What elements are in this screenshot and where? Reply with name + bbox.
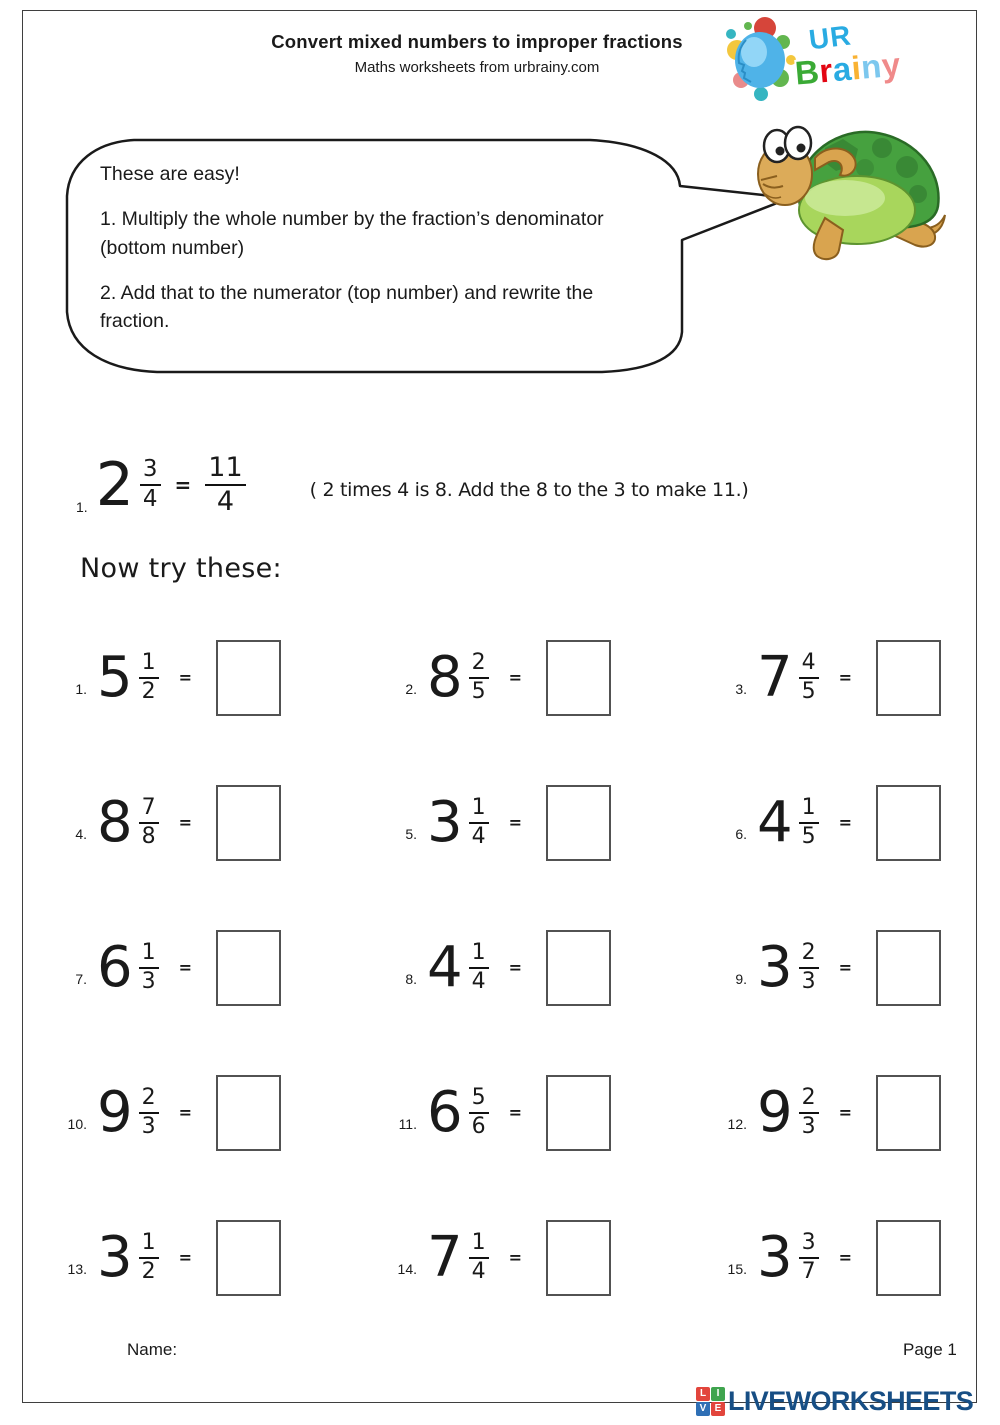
answer-box[interactable]	[876, 1075, 941, 1151]
example-numerator: 3	[140, 457, 161, 486]
problem-number: 14.	[397, 1260, 417, 1277]
answer-box[interactable]	[216, 1075, 281, 1151]
problem-number: 10.	[67, 1115, 87, 1132]
equals-sign: =	[838, 668, 853, 687]
urbrainy-logo	[723, 16, 938, 111]
equals-sign: =	[508, 668, 523, 687]
problem-number: 4.	[75, 825, 87, 842]
answer-box[interactable]	[546, 1075, 611, 1151]
denominator: 3	[801, 1113, 816, 1139]
answer-box[interactable]	[216, 1220, 281, 1296]
urbrainy-head-icon	[723, 16, 801, 104]
equals-sign: =	[178, 958, 193, 977]
denominator: 8	[141, 823, 156, 849]
problem-14	[393, 1185, 723, 1330]
problem-number: 9.	[735, 970, 747, 987]
worksheet-title: Convert mixed numbers to improper fractions	[271, 31, 683, 52]
numerator: 1	[469, 1231, 489, 1259]
fraction	[469, 796, 489, 849]
fraction	[139, 651, 159, 704]
logo-letter: r	[817, 51, 835, 90]
logo-square: L	[696, 1387, 710, 1401]
fraction	[799, 1231, 819, 1284]
problem-6	[723, 750, 1000, 895]
answer-box[interactable]	[216, 640, 281, 716]
equals-sign: =	[508, 1103, 523, 1122]
problem-13	[63, 1185, 393, 1330]
example-problem	[76, 445, 748, 525]
problem-11	[393, 1040, 723, 1185]
bubble-step-2: 2. Add that to the numerator (top number) and rewrite the fraction.	[100, 281, 594, 333]
equals-sign: =	[508, 813, 523, 832]
whole-number: 9	[757, 1079, 793, 1145]
numerator: 7	[139, 796, 159, 824]
fraction	[799, 941, 819, 994]
example-fraction	[140, 457, 161, 513]
example-result-numerator: 11	[205, 453, 245, 486]
denominator: 4	[471, 1258, 486, 1284]
whole-number: 3	[427, 789, 463, 855]
denominator: 5	[801, 678, 816, 704]
equals-sign: =	[838, 813, 853, 832]
logo-letter: a	[831, 49, 854, 89]
fraction	[799, 1086, 819, 1139]
numerator: 2	[799, 1086, 819, 1114]
fraction	[139, 1231, 159, 1284]
problem-number: 8.	[405, 970, 417, 987]
logo-letter: B	[793, 52, 822, 92]
whole-number: 7	[757, 644, 793, 710]
name-field-label: Name:	[127, 1340, 178, 1359]
problem-number: 15.	[727, 1260, 747, 1277]
urbrainy-logo-text-brainy	[794, 45, 903, 92]
fraction	[799, 796, 819, 849]
problem-7	[63, 895, 393, 1040]
numerator: 5	[469, 1086, 489, 1114]
equals-sign: =	[838, 958, 853, 977]
whole-number: 4	[757, 789, 793, 855]
numerator: 3	[799, 1231, 819, 1259]
denominator: 5	[801, 823, 816, 849]
whole-number: 3	[757, 934, 793, 1000]
equals-sign: =	[508, 1248, 523, 1267]
fraction	[139, 941, 159, 994]
liveworksheets-logo-text: LIVEWORKSHEETS	[728, 1386, 974, 1416]
denominator: 4	[471, 968, 486, 994]
numerator: 1	[139, 651, 159, 679]
numerator: 2	[799, 941, 819, 969]
whole-number: 7	[427, 1224, 463, 1290]
whole-number: 5	[97, 644, 133, 710]
denominator: 4	[471, 823, 486, 849]
liveworksheets-logo	[696, 1386, 973, 1417]
answer-box[interactable]	[876, 930, 941, 1006]
equals-sign: =	[178, 813, 193, 832]
example-whole-number: 2	[95, 450, 134, 520]
logo-letter: y	[880, 45, 903, 84]
bubble-step-1: 1. Multiply the whole number by the fraction’s denominator (bottom number)	[100, 208, 604, 259]
equals-sign: =	[178, 1103, 193, 1122]
problem-15	[723, 1185, 1000, 1330]
equals-sign: =	[838, 1248, 853, 1267]
logo-letter: i	[849, 48, 863, 87]
problem-number: 5.	[405, 825, 417, 842]
fraction	[139, 1086, 159, 1139]
whole-number: 6	[427, 1079, 463, 1145]
whole-number: 8	[427, 644, 463, 710]
denominator: 3	[141, 1113, 156, 1139]
problem-number: 11.	[398, 1115, 417, 1132]
answer-box[interactable]	[216, 930, 281, 1006]
denominator: 7	[801, 1258, 816, 1284]
denominator: 2	[141, 1258, 156, 1284]
numerator: 1	[139, 941, 159, 969]
example-denominator: 4	[142, 486, 158, 512]
denominator: 2	[141, 678, 156, 704]
problem-number: 2.	[405, 680, 417, 697]
answer-box[interactable]	[546, 785, 611, 861]
fraction	[799, 651, 819, 704]
answer-box[interactable]	[876, 785, 941, 861]
fraction	[469, 1086, 489, 1139]
answer-box[interactable]	[546, 930, 611, 1006]
numerator: 4	[799, 651, 819, 679]
page-number: Page 1	[903, 1340, 957, 1359]
problem-number: 6.	[735, 825, 747, 842]
fraction	[469, 651, 489, 704]
denominator: 5	[471, 678, 486, 704]
denominator: 3	[141, 968, 156, 994]
problem-number: 12.	[727, 1115, 747, 1132]
problem-3	[723, 605, 1000, 750]
whole-number: 3	[97, 1224, 133, 1290]
turtle-illustration	[745, 118, 952, 275]
problem-number: 7.	[75, 970, 87, 987]
problem-4	[63, 750, 393, 895]
whole-number: 4	[427, 934, 463, 1000]
answer-box[interactable]	[546, 1220, 611, 1296]
equals-sign: =	[508, 958, 523, 977]
numerator: 2	[469, 651, 489, 679]
problem-10	[63, 1040, 393, 1185]
example-result-fraction	[205, 453, 245, 517]
whole-number: 9	[97, 1079, 133, 1145]
logo-letter: n	[859, 47, 884, 86]
equals-sign: =	[178, 668, 193, 687]
urbrainy-logo-text-ur: UR	[807, 19, 854, 56]
equals-sign: =	[174, 473, 192, 497]
problems-grid	[63, 605, 1000, 1330]
problem-1	[63, 605, 393, 750]
answer-box[interactable]	[216, 785, 281, 861]
numerator: 1	[139, 1231, 159, 1259]
numerator: 1	[469, 796, 489, 824]
problem-2	[393, 605, 723, 750]
problem-number: 1.	[75, 680, 87, 697]
logo-square: E	[711, 1402, 725, 1416]
prompt-text: Now try these:	[80, 553, 282, 584]
worksheet-subtitle: Maths worksheets from urbrainy.com	[354, 59, 600, 76]
speech-bubble-text	[100, 160, 610, 352]
problem-12	[723, 1040, 1000, 1185]
problem-number: 3.	[735, 680, 747, 697]
answer-box[interactable]	[546, 640, 611, 716]
numerator: 1	[469, 941, 489, 969]
logo-square: I	[711, 1387, 725, 1401]
logo-square: V	[696, 1402, 710, 1416]
whole-number: 8	[97, 789, 133, 855]
numerator: 1	[799, 796, 819, 824]
fraction	[469, 1231, 489, 1284]
problem-5	[393, 750, 723, 895]
equals-sign: =	[178, 1248, 193, 1267]
problem-number: 13.	[67, 1260, 87, 1277]
whole-number: 3	[757, 1224, 793, 1290]
fraction	[469, 941, 489, 994]
example-result-denominator: 4	[216, 486, 235, 517]
example-number: 1.	[76, 499, 88, 515]
denominator: 6	[471, 1113, 486, 1139]
problem-9	[723, 895, 1000, 1040]
answer-box[interactable]	[876, 1220, 941, 1296]
denominator: 3	[801, 968, 816, 994]
bubble-intro: These are easy!	[100, 163, 240, 185]
numerator: 2	[139, 1086, 159, 1114]
problem-8	[393, 895, 723, 1040]
example-explanation: ( 2 times 4 is 8. Add the 8 to the 3 to make 11.)	[309, 479, 749, 501]
whole-number: 6	[97, 934, 133, 1000]
answer-box[interactable]	[876, 640, 941, 716]
fraction	[139, 796, 159, 849]
liveworksheets-squares-icon	[696, 1387, 725, 1416]
equals-sign: =	[838, 1103, 853, 1122]
